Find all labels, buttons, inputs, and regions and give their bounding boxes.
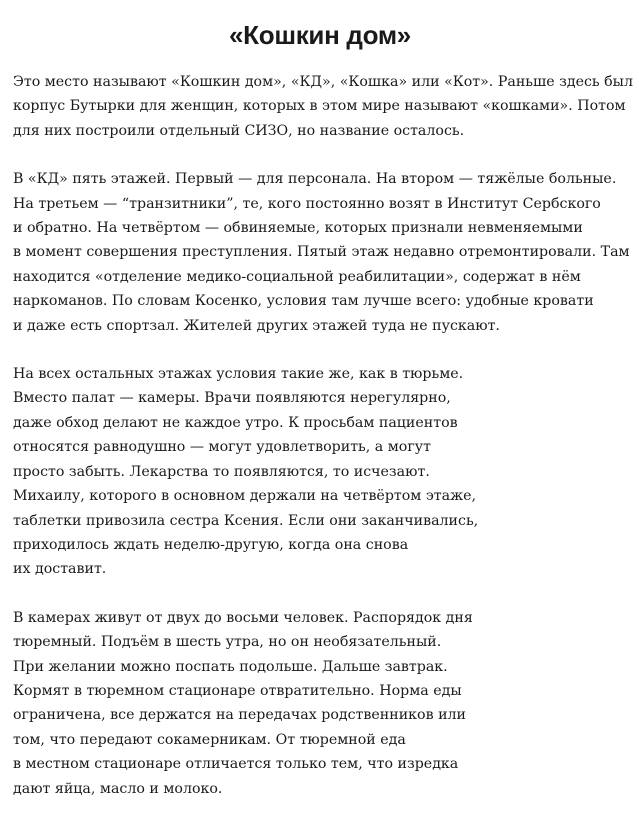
- text-line: и даже есть спортзал. Жителей других этажей туда не пускают.: [13, 317, 500, 334]
- text-line: Михаилу, которого в основном держали на четвёртом этаже,: [13, 488, 477, 505]
- paragraph-1: [13, 70, 633, 143]
- text-line: Кормят в тюремном стационаре отвратительно. Норма еды: [13, 682, 462, 699]
- paragraph-4: [13, 606, 633, 801]
- text-line: На всех остальных этажах условия такие же, как в тюрьме.: [13, 366, 464, 383]
- text-line: Вместо палат — камеры. Врачи появляются нерегулярно,: [13, 390, 451, 407]
- text-line: В камерах живут от двух до восьми человек. Распорядок дня: [13, 609, 473, 626]
- article-title: «Кошкин дом»: [229, 20, 411, 50]
- text-line: Это место называют «Кошкин дом», «КД», «Кошка» или «Кот». Раньше здесь был: [13, 74, 633, 90]
- text-line: для них построили отдельный СИЗО, но название осталось.: [13, 122, 465, 139]
- text-line: приходилось ждать неделю-другую, когда она снова: [13, 536, 409, 553]
- paragraph-3: [13, 362, 633, 582]
- paragraph-2: [13, 167, 633, 338]
- text-line: На третьем — “транзитники”, те, кого постоянно возят в Институт Сербского: [13, 195, 601, 212]
- text-line: корпус Бутырки для женщин, которых в этом мире называют «кошками». Потом: [13, 98, 626, 115]
- text-line: тюремный. Подъём в шесть утра, но он необязательный.: [13, 634, 442, 651]
- article: [13, 18, 633, 825]
- text-line: ограничена, все держатся на передачах родственников или: [13, 707, 466, 724]
- text-line: таблетки привозила сестра Ксения. Если они заканчивались,: [13, 512, 479, 529]
- text-line: даже обход делают не каждое утро. К просьбам пациентов: [13, 414, 458, 431]
- text-line: В «КД» пять этажей. Первый — для персонала. На втором — тяжёлые больные.: [13, 171, 617, 188]
- text-line: в момент совершения преступления. Пятый этаж недавно отремонтировали. Там: [13, 244, 630, 261]
- text-line: их доставит.: [13, 561, 107, 578]
- text-line: находится «отделение медико-социальной реабилитации», содержат в нём: [13, 268, 581, 285]
- text-line: наркоманов. По словам Косенко, условия там лучше всего: удобные кровати: [13, 293, 594, 310]
- text-line: При желании можно поспать подольше. Дальше завтрак.: [13, 658, 448, 675]
- text-line: относятся равнодушно — могут удовлетворить, а могут: [13, 439, 431, 456]
- text-line: в местном стационаре отличается только тем, что изредка: [13, 756, 459, 773]
- text-line: и обратно. На четвёртом — обвиняемые, которых признали невменяемыми: [13, 220, 583, 237]
- text-line: том, что передают сокамерникам. От тюремной еда: [13, 731, 406, 748]
- text-line: просто забыть. Лекарства то появляются, то исчезают.: [13, 463, 430, 480]
- text-line: дают яйца, масло и молоко.: [13, 780, 223, 797]
